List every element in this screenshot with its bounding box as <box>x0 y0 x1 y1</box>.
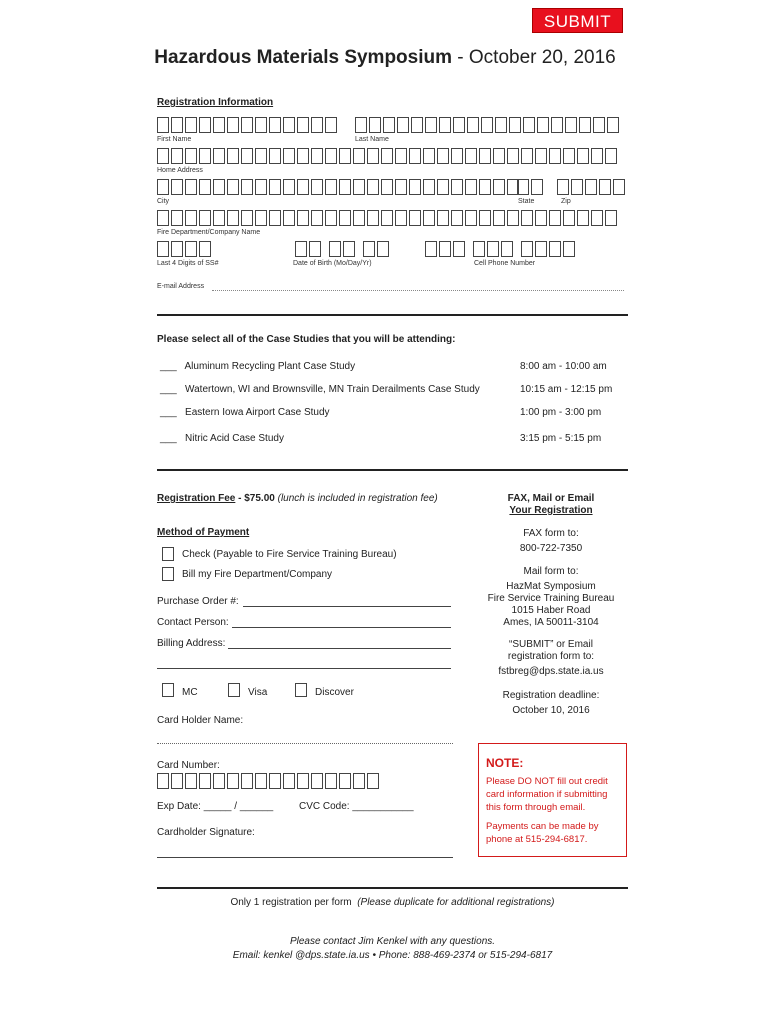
char-box[interactable] <box>171 117 183 133</box>
case-study-time: 1:00 pm - 3:00 pm <box>520 407 602 418</box>
char-box[interactable] <box>367 179 379 195</box>
char-box[interactable] <box>507 210 519 226</box>
char-box[interactable] <box>451 148 463 164</box>
fee-amount: - $75.00 <box>235 493 278 504</box>
case-study-item[interactable] <box>160 433 284 444</box>
char-box[interactable] <box>227 148 239 164</box>
char-box[interactable] <box>325 179 337 195</box>
case-study-blank[interactable]: ___ <box>160 433 177 444</box>
char-box[interactable] <box>311 179 323 195</box>
char-box[interactable] <box>563 241 575 257</box>
case-studies-heading: Please select all of the Case Studies that you will be attending: <box>157 334 456 345</box>
char-box[interactable] <box>185 241 197 257</box>
char-box[interactable] <box>339 148 351 164</box>
char-box[interactable] <box>487 241 499 257</box>
char-box[interactable] <box>423 210 435 226</box>
char-box[interactable] <box>563 148 575 164</box>
email-line-2: registration form to: <box>507 651 595 662</box>
divider <box>157 469 628 471</box>
signature-input[interactable] <box>157 857 453 858</box>
fax-mail-title: FAX, Mail or Email <box>507 493 595 504</box>
char-box[interactable] <box>213 179 225 195</box>
char-box[interactable] <box>509 117 521 133</box>
char-box[interactable] <box>423 148 435 164</box>
char-box[interactable] <box>309 241 321 257</box>
char-box[interactable] <box>599 179 611 195</box>
char-box[interactable] <box>377 241 389 257</box>
char-box[interactable] <box>493 179 505 195</box>
fire-dept-field[interactable] <box>157 210 619 226</box>
char-box[interactable] <box>425 241 437 257</box>
char-box[interactable] <box>227 773 239 789</box>
char-box[interactable] <box>297 179 309 195</box>
contact-line-1: Please contact Jim Kenkel with any questions. <box>289 936 496 947</box>
char-box[interactable] <box>297 148 309 164</box>
discover-checkbox[interactable] <box>295 683 307 697</box>
char-box[interactable] <box>241 117 253 133</box>
case-study-time: 8:00 am - 10:00 am <box>520 361 607 372</box>
dob-label: Date of Birth (Mo/Day/Yr) <box>293 260 372 267</box>
char-box[interactable] <box>493 210 505 226</box>
char-box[interactable] <box>171 773 183 789</box>
char-box[interactable] <box>537 117 549 133</box>
page-title <box>0 47 770 69</box>
char-box[interactable] <box>521 241 533 257</box>
case-study-blank[interactable]: ___ <box>160 407 177 418</box>
char-box[interactable] <box>311 210 323 226</box>
char-box[interactable] <box>325 148 337 164</box>
case-study-blank[interactable]: ___ <box>160 384 177 395</box>
char-box[interactable] <box>213 117 225 133</box>
char-box[interactable] <box>549 210 561 226</box>
email-input[interactable] <box>212 290 624 291</box>
registration-fee <box>157 493 438 504</box>
char-box[interactable] <box>591 210 603 226</box>
exp-date-field[interactable]: Exp Date: _____ / ______ <box>157 801 274 812</box>
char-box[interactable] <box>157 773 169 789</box>
note-title: NOTE: <box>486 756 524 770</box>
check-checkbox[interactable] <box>162 547 174 561</box>
char-box[interactable] <box>479 179 491 195</box>
char-box[interactable] <box>369 117 381 133</box>
one-reg-note: (Please duplicate for additional registrations) <box>357 897 555 908</box>
char-box[interactable] <box>199 117 211 133</box>
char-box[interactable] <box>311 773 323 789</box>
note-box <box>478 743 627 857</box>
mail-line-3: 1015 Haber Road <box>511 605 591 616</box>
char-box[interactable] <box>329 241 341 257</box>
contact-input[interactable] <box>232 627 451 628</box>
mail-label: Mail form to: <box>523 566 579 577</box>
char-box[interactable] <box>521 148 533 164</box>
visa-checkbox[interactable] <box>228 683 240 697</box>
char-box[interactable] <box>607 117 619 133</box>
case-study-time: 10:15 am - 12:15 pm <box>520 384 613 395</box>
bill-checkbox[interactable] <box>162 567 174 581</box>
char-box[interactable] <box>465 210 477 226</box>
fax-mail-heading <box>476 493 626 517</box>
email-info <box>476 639 626 678</box>
char-box[interactable] <box>367 210 379 226</box>
char-box[interactable] <box>255 179 267 195</box>
home-address-field[interactable] <box>157 148 619 164</box>
card-holder-input[interactable] <box>157 743 453 744</box>
char-box[interactable] <box>523 117 535 133</box>
dob-field[interactable] <box>295 241 391 257</box>
char-box[interactable] <box>241 210 253 226</box>
char-box[interactable] <box>199 773 211 789</box>
first-name-label: First Name <box>157 136 192 143</box>
char-box[interactable] <box>269 179 281 195</box>
char-box[interactable] <box>363 241 375 257</box>
char-box[interactable] <box>241 179 253 195</box>
payment-heading: Method of Payment <box>157 527 250 538</box>
note-text: Please DO NOT fill out credit card information if submitting this form through email. <box>486 776 608 813</box>
case-study-name: Eastern Iowa Airport Case Study <box>185 407 330 418</box>
char-box[interactable] <box>325 117 337 133</box>
char-box[interactable] <box>517 179 529 195</box>
visa-label: Visa <box>248 687 268 698</box>
char-box[interactable] <box>171 210 183 226</box>
char-box[interactable] <box>199 210 211 226</box>
char-box[interactable] <box>605 148 617 164</box>
card-number-field[interactable] <box>157 773 381 789</box>
char-box[interactable] <box>339 210 351 226</box>
char-box[interactable] <box>397 117 409 133</box>
char-box[interactable] <box>283 179 295 195</box>
char-box[interactable] <box>199 179 211 195</box>
char-box[interactable] <box>465 179 477 195</box>
cell-field[interactable] <box>425 241 577 257</box>
char-box[interactable] <box>325 773 337 789</box>
char-box[interactable] <box>353 773 365 789</box>
char-box[interactable] <box>549 241 561 257</box>
char-box[interactable] <box>437 148 449 164</box>
char-box[interactable] <box>325 210 337 226</box>
deadline-info <box>476 690 626 717</box>
char-box[interactable] <box>439 241 451 257</box>
char-box[interactable] <box>213 148 225 164</box>
fax-label: FAX form to: <box>523 528 579 539</box>
char-box[interactable] <box>213 773 225 789</box>
char-box[interactable] <box>557 179 569 195</box>
zip-field[interactable] <box>557 179 627 195</box>
email-label: E-mail Address <box>157 283 205 290</box>
char-box[interactable] <box>535 210 547 226</box>
fax-info <box>476 528 626 555</box>
char-box[interactable] <box>199 148 211 164</box>
char-box[interactable] <box>367 148 379 164</box>
discover-label: Discover <box>315 687 354 698</box>
mc-label: MC <box>182 687 198 698</box>
char-box[interactable] <box>353 148 365 164</box>
char-box[interactable] <box>577 210 589 226</box>
char-box[interactable] <box>579 117 591 133</box>
char-box[interactable] <box>157 241 169 257</box>
char-box[interactable] <box>367 773 379 789</box>
one-reg-text: Only 1 registration per form <box>230 897 352 908</box>
char-box[interactable] <box>411 117 423 133</box>
char-box[interactable] <box>311 148 323 164</box>
char-box[interactable] <box>255 148 267 164</box>
case-study-item[interactable] <box>160 384 480 395</box>
divider <box>157 314 628 316</box>
case-study-blank[interactable]: ___ <box>160 361 177 372</box>
case-study-item[interactable] <box>160 407 330 418</box>
first-name-field[interactable] <box>157 117 339 133</box>
char-box[interactable] <box>521 210 533 226</box>
state-label: State <box>518 198 535 205</box>
title-date: October 20, 2016 <box>468 47 616 68</box>
char-box[interactable] <box>535 241 547 257</box>
char-box[interactable] <box>255 773 267 789</box>
char-box[interactable] <box>171 241 183 257</box>
bill-label: Bill my Fire Department/Company <box>182 569 333 580</box>
ssn-field[interactable] <box>157 241 213 257</box>
case-study-name: Nitric Acid Case Study <box>185 433 284 444</box>
char-box[interactable] <box>563 210 575 226</box>
char-box[interactable] <box>507 148 519 164</box>
char-box[interactable] <box>531 179 543 195</box>
char-box[interactable] <box>269 117 281 133</box>
char-box[interactable] <box>255 117 267 133</box>
signature-label: Cardholder Signature: <box>157 827 255 838</box>
char-box[interactable] <box>381 179 393 195</box>
char-box[interactable] <box>395 179 407 195</box>
char-box[interactable] <box>185 148 197 164</box>
mail-line-4: Ames, IA 50011-3104 <box>503 617 599 628</box>
char-box[interactable] <box>381 210 393 226</box>
zip-label: Zip <box>561 198 571 205</box>
char-box[interactable] <box>157 148 169 164</box>
char-box[interactable] <box>295 241 307 257</box>
registration-heading: Registration Information <box>157 97 274 108</box>
char-box[interactable] <box>549 148 561 164</box>
char-box[interactable] <box>353 210 365 226</box>
case-study-time: 3:15 pm - 5:15 pm <box>520 433 602 444</box>
char-box[interactable] <box>213 210 225 226</box>
char-box[interactable] <box>227 179 239 195</box>
char-box[interactable] <box>241 148 253 164</box>
mail-line-2: Fire Service Training Bureau <box>487 593 615 604</box>
char-box[interactable] <box>339 773 351 789</box>
char-box[interactable] <box>185 773 197 789</box>
card-holder-label: Card Holder Name: <box>157 715 244 726</box>
case-study-item[interactable] <box>160 361 355 372</box>
char-box[interactable] <box>451 179 463 195</box>
char-box[interactable] <box>227 210 239 226</box>
fax-number: 800-722-7350 <box>519 543 583 554</box>
char-box[interactable] <box>571 179 583 195</box>
billing-label: Billing Address: <box>157 638 226 649</box>
card-number-label: Card Number: <box>157 760 220 771</box>
submit-button[interactable]: SUBMIT <box>532 8 623 33</box>
case-study-name: Watertown, WI and Brownsville, MN Train Derailments Case Study <box>185 384 480 395</box>
char-box[interactable] <box>423 179 435 195</box>
char-box[interactable] <box>185 179 197 195</box>
state-field[interactable] <box>517 179 545 195</box>
char-box[interactable] <box>465 148 477 164</box>
mc-checkbox[interactable] <box>162 683 174 697</box>
title-separator: - <box>452 47 469 68</box>
char-box[interactable] <box>283 117 295 133</box>
divider <box>157 887 628 889</box>
char-box[interactable] <box>439 117 451 133</box>
fee-note: (lunch is included in registration fee) <box>277 493 438 504</box>
char-box[interactable] <box>157 117 169 133</box>
char-box[interactable] <box>157 179 169 195</box>
email-line-1: “SUBMIT” or Email <box>509 639 593 650</box>
char-box[interactable] <box>339 179 351 195</box>
cvc-field[interactable]: CVC Code: ___________ <box>299 801 414 812</box>
char-box[interactable] <box>479 148 491 164</box>
char-box[interactable] <box>551 117 563 133</box>
char-box[interactable] <box>269 773 281 789</box>
city-label: City <box>157 198 170 205</box>
char-box[interactable] <box>297 773 309 789</box>
char-box[interactable] <box>343 241 355 257</box>
char-box[interactable] <box>283 210 295 226</box>
char-box[interactable] <box>185 117 197 133</box>
deadline-label: Registration deadline: <box>502 690 600 701</box>
ssn-label: Last 4 Digits of SS# <box>157 260 219 267</box>
char-box[interactable] <box>383 117 395 133</box>
char-box[interactable] <box>593 117 605 133</box>
char-box[interactable] <box>585 179 597 195</box>
char-box[interactable] <box>495 117 507 133</box>
note-payment-text: Payments can be made by phone at 515-294-6817. <box>486 821 599 845</box>
char-box[interactable] <box>157 210 169 226</box>
char-box[interactable] <box>479 210 491 226</box>
cell-label: Cell Phone Number <box>474 260 536 267</box>
char-box[interactable] <box>453 241 465 257</box>
one-registration-note <box>0 897 770 908</box>
char-box[interactable] <box>437 210 449 226</box>
home-address-label: Home Address <box>157 167 203 174</box>
char-box[interactable] <box>353 179 365 195</box>
char-box[interactable] <box>473 241 485 257</box>
contact-label: Contact Person: <box>157 617 229 628</box>
fire-dept-label: Fire Department/Company Name <box>157 229 261 236</box>
char-box[interactable] <box>565 117 577 133</box>
last-name-label: Last Name <box>355 136 389 143</box>
char-box[interactable] <box>269 148 281 164</box>
char-box[interactable] <box>535 148 547 164</box>
char-box[interactable] <box>311 117 323 133</box>
mail-info <box>476 566 626 629</box>
char-box[interactable] <box>395 148 407 164</box>
char-box[interactable] <box>493 148 505 164</box>
char-box[interactable] <box>481 117 493 133</box>
char-box[interactable] <box>199 241 211 257</box>
char-box[interactable] <box>171 179 183 195</box>
po-label: Purchase Order #: <box>157 596 239 607</box>
char-box[interactable] <box>437 179 449 195</box>
char-box[interactable] <box>283 148 295 164</box>
char-box[interactable] <box>185 210 197 226</box>
char-box[interactable] <box>283 773 295 789</box>
char-box[interactable] <box>591 148 603 164</box>
char-box[interactable] <box>269 210 281 226</box>
contact-line-2: Email: kenkel @dps.state.ia.us • Phone: 888-469-2374 or 515-294-6817 <box>232 950 553 961</box>
char-box[interactable] <box>381 148 393 164</box>
char-box[interactable] <box>451 210 463 226</box>
city-field[interactable] <box>157 179 521 195</box>
char-box[interactable] <box>425 117 437 133</box>
char-box[interactable] <box>501 241 513 257</box>
po-input[interactable] <box>243 606 451 607</box>
char-box[interactable] <box>355 117 367 133</box>
char-box[interactable] <box>577 148 589 164</box>
char-box[interactable] <box>395 210 407 226</box>
deadline-date: October 10, 2016 <box>512 705 590 716</box>
char-box[interactable] <box>605 210 617 226</box>
char-box[interactable] <box>297 210 309 226</box>
your-registration-title: Your Registration <box>509 505 593 516</box>
char-box[interactable] <box>467 117 479 133</box>
char-box[interactable] <box>255 210 267 226</box>
title-main: Hazardous Materials Symposium <box>154 47 453 68</box>
char-box[interactable] <box>613 179 625 195</box>
char-box[interactable] <box>227 117 239 133</box>
char-box[interactable] <box>409 210 421 226</box>
last-name-field[interactable] <box>355 117 621 133</box>
billing-input[interactable] <box>228 648 451 649</box>
case-study-name: Aluminum Recycling Plant Case Study <box>184 361 356 372</box>
char-box[interactable] <box>409 148 421 164</box>
billing-input-line2[interactable] <box>157 668 451 669</box>
char-box[interactable] <box>409 179 421 195</box>
char-box[interactable] <box>241 773 253 789</box>
fee-label: Registration Fee <box>157 493 236 504</box>
char-box[interactable] <box>171 148 183 164</box>
email-address[interactable]: fstbreg@dps.state.ia.us <box>498 666 604 677</box>
mail-line-1: HazMat Symposium <box>506 581 596 592</box>
char-box[interactable] <box>297 117 309 133</box>
char-box[interactable] <box>453 117 465 133</box>
check-label: Check (Payable to Fire Service Training Bureau) <box>182 549 397 560</box>
